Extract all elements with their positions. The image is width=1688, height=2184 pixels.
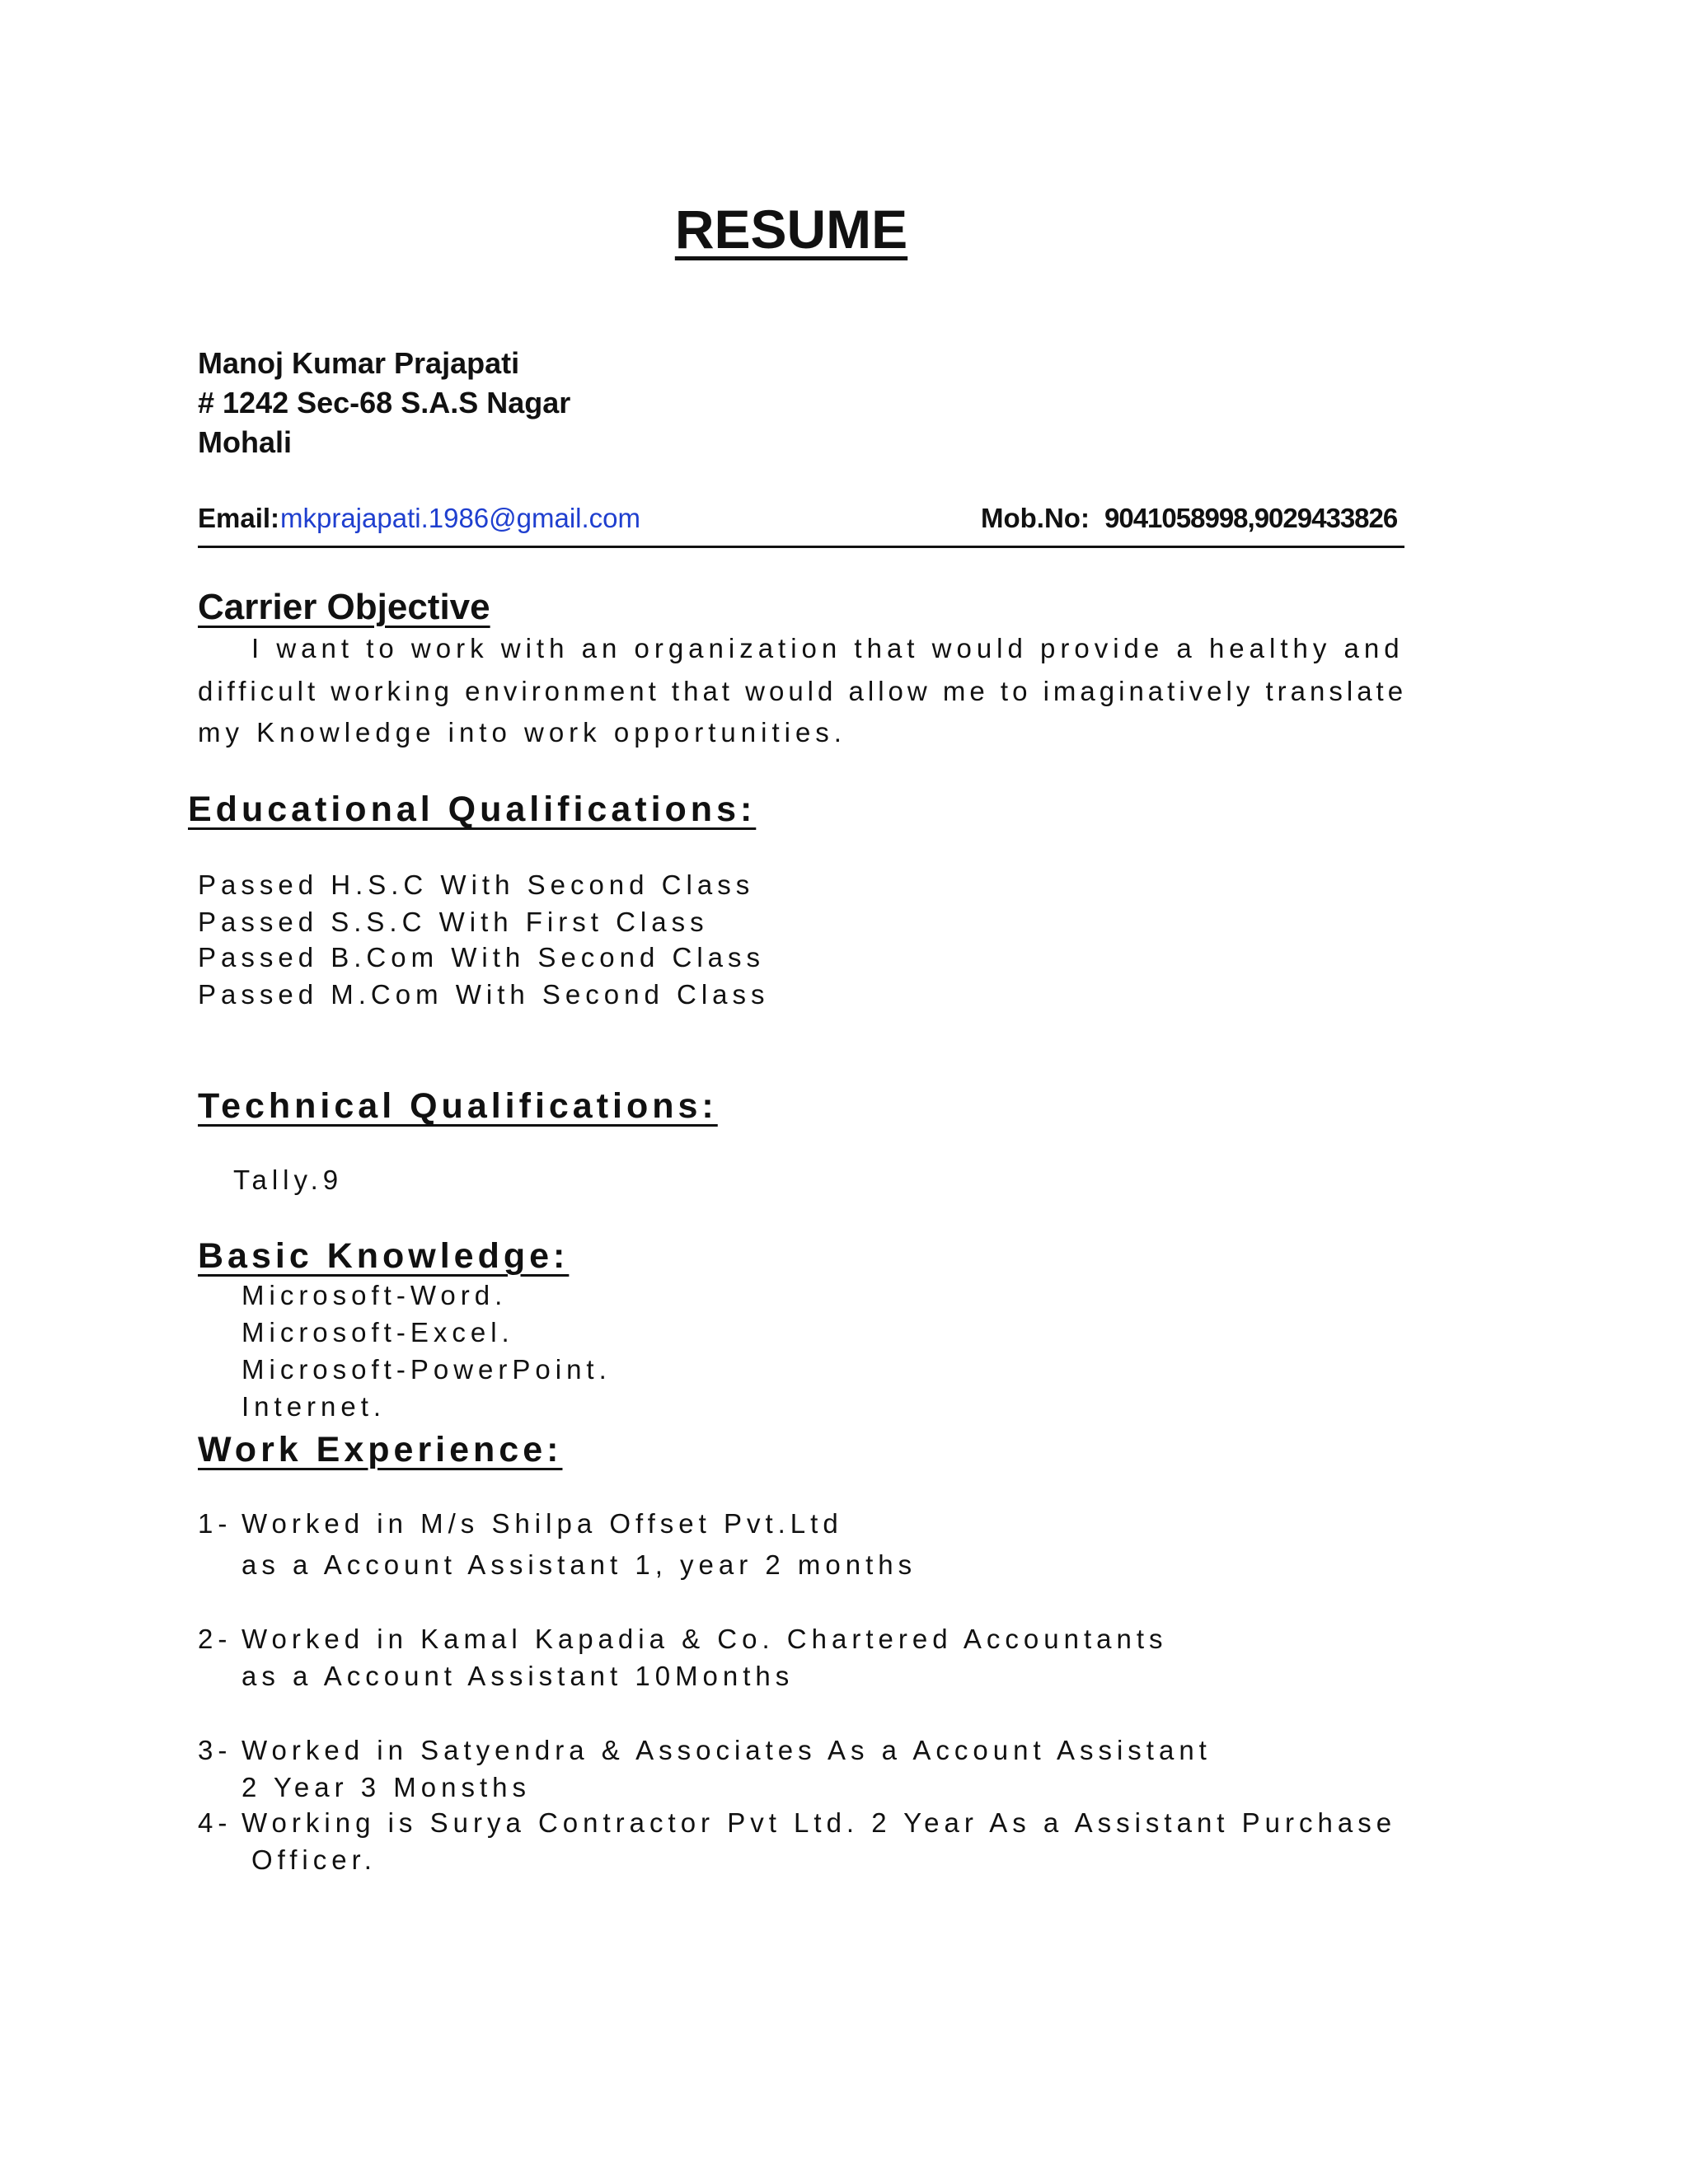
objective-line: difficult working environment that would allow me to imaginatively translate <box>198 676 1408 706</box>
experience-heading: Work Experience: <box>198 1430 563 1469</box>
experience-number: 1- <box>198 1508 232 1539</box>
experience-number: 2- <box>198 1624 232 1654</box>
mobile-number: 9041058998,9029433826 <box>1104 503 1398 533</box>
basic-knowledge-item: Microsoft-PowerPoint. <box>241 1354 612 1385</box>
address-line-1: # 1242 Sec-68 S.A.S Nagar <box>198 386 571 419</box>
technical-item: Tally.9 <box>233 1165 344 1195</box>
basic-knowledge-item: Microsoft-Word. <box>241 1280 508 1310</box>
experience-line: Worked in M/s Shilpa Offset Pvt.Ltd <box>241 1508 843 1539</box>
education-item: Passed S.S.C With First Class <box>198 907 709 937</box>
address-line-2: Mohali <box>198 425 292 459</box>
experience-line: 2 Year 3 Monsths <box>241 1772 532 1802</box>
experience-number: 4- <box>198 1807 232 1838</box>
experience-line: as a Account Assistant 10Months <box>241 1661 795 1691</box>
basic-knowledge-heading: Basic Knowledge: <box>198 1236 570 1276</box>
objective-heading: Carrier Objective <box>198 587 490 627</box>
experience-line: Worked in Satyendra & Associates As a Account Assistant <box>241 1735 1212 1765</box>
basic-knowledge-item: Internet. <box>241 1391 387 1422</box>
contact-row <box>198 503 1404 548</box>
objective-line: my Knowledge into work opportunities. <box>198 717 846 748</box>
experience-number: 3- <box>198 1735 232 1765</box>
technical-heading: Technical Qualifications: <box>198 1086 718 1126</box>
education-item: Passed M.Com With Second Class <box>198 979 770 1010</box>
education-heading: Educational Qualifications: <box>188 790 757 829</box>
experience-line: as a Account Assistant 1, year 2 months <box>241 1549 917 1580</box>
experience-line: Worked in Kamal Kapadia & Co. Chartered Accountants <box>241 1624 1168 1654</box>
education-item: Passed H.S.C With Second Class <box>198 869 755 900</box>
experience-line: Officer. <box>251 1844 377 1875</box>
email-label: Email: <box>198 503 280 533</box>
candidate-name: Manoj Kumar Prajapati <box>198 346 520 380</box>
basic-knowledge-item: Microsoft-Excel. <box>241 1317 514 1347</box>
mobile-label: Mob.No: <box>981 503 1090 533</box>
education-item: Passed B.Com With Second Class <box>198 942 766 972</box>
email-link[interactable]: mkprajapati.1986@gmail.com <box>280 503 641 533</box>
objective-line: I want to work with an organization that would provide a healthy and <box>251 633 1404 663</box>
resume-title: RESUME <box>674 199 908 260</box>
experience-line: Working is Surya Contractor Pvt Ltd. 2 Year As a Assistant Purchase <box>241 1807 1397 1838</box>
